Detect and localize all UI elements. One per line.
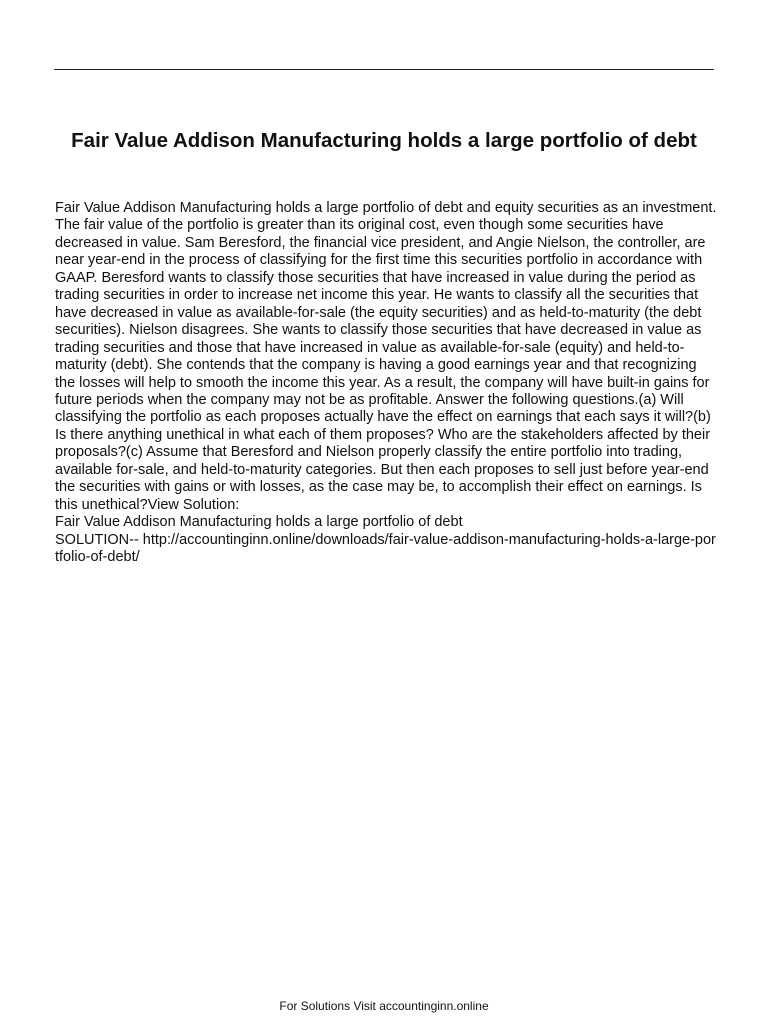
footer-text: For Solutions Visit accountinginn.online: [279, 999, 489, 1013]
question-paragraph: Fair Value Addison Manufacturing holds a large portfolio of debt and equity securities as an investment. The fair value of the portfolio is greater than its original cost, even though some securities have decreased in value. Sam Beresford, the financial vice president, and Angie Nielson, the controller, are near year-end in the process of classifying for the first time this securities portfolio in accordance with GAAP. Beresford wants to classify those securities that have increased in value during the period as trading securities in order to increase net income this year. He wants to classify all the securities that have decreased in value as available-for-sale (the equity securities) and as held-to-maturity (the debt securities). Nielson disagrees. She wants to classify those securities that have decreased in value as trading securities and those that have increased in value as available-for-sale (equity) and held-to-maturity (debt). She contends that the company is having a good earnings year and that recognizing the losses will help to smooth the income this year. As a result, the company will have built-in gains for future periods when the company may not be as profitable. Answer the following questions.(a) Will classifying the portfolio as each proposes actually have the effect on earnings that each says it will?(b) Is there anything unethical in what each of them proposes? Who are the stakeholders affected by their proposals?(c) Assume that Beresford and Nielson properly classify the entire portfolio into trading, available for-sale, and held-to-maturity categories. But then each proposes to sell just before year-end the securities with gains or with losses, as the case may be, to accomplish their effect on earnings. Is this unethical?View Solution:: [55, 200, 717, 513]
solution-title: Fair Value Addison Manufacturing holds a large portfolio of debt: [55, 514, 463, 531]
document-body: [55, 200, 717, 567]
header-divider: [54, 69, 714, 70]
solution-link[interactable]: SOLUTION-- http://accountinginn.online/downloads/fair-value-addison-manufacturing-holds-a-large-portfolio-of-debt/: [55, 531, 716, 566]
document-title: Fair Value Addison Manufacturing holds a large portfolio of debt: [71, 129, 697, 152]
